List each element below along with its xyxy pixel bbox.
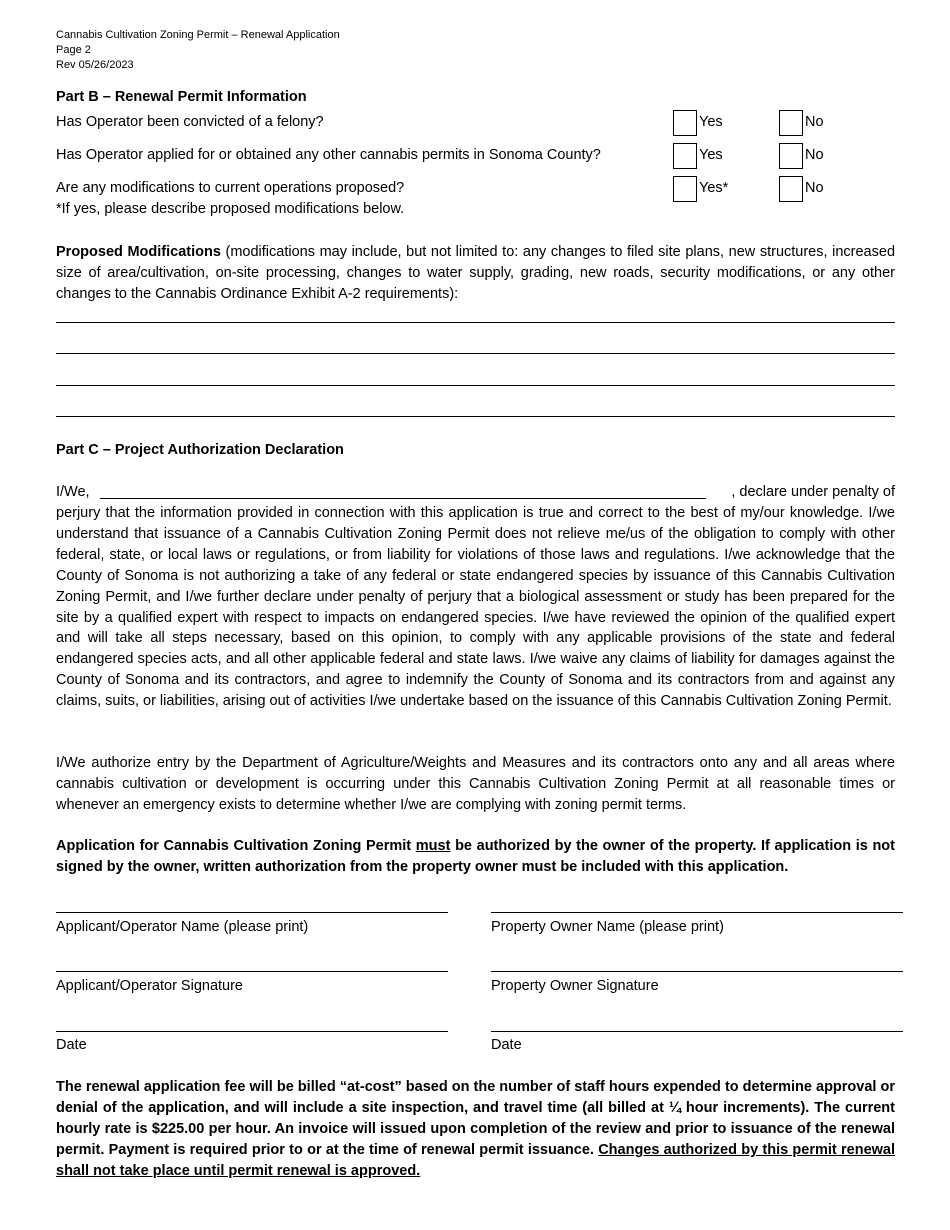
modifications-footnote: *If yes, please describe proposed modifications below. <box>56 201 405 217</box>
owner-date-label: Date <box>491 1037 522 1053</box>
felony-no-checkbox[interactable] <box>779 110 803 136</box>
page-number: Page 2 <box>56 44 91 56</box>
proposed-modifications-instructions <box>56 242 895 305</box>
owner-signature-line[interactable] <box>491 971 903 972</box>
document-title: Cannabis Cultivation Zoning Permit – Renewal Application <box>56 29 340 41</box>
modifications-yes-label: Yes* <box>699 180 729 196</box>
other-permits-no-checkbox[interactable] <box>779 143 803 169</box>
other-permits-no-label: No <box>805 147 824 163</box>
proposed-modifications-label: Proposed Modifications <box>56 244 221 260</box>
modifications-no-checkbox[interactable] <box>779 176 803 202</box>
modifications-line-4[interactable] <box>56 416 895 417</box>
felony-no-label: No <box>805 114 824 130</box>
modifications-line-1[interactable] <box>56 322 895 323</box>
applicant-signature-line[interactable] <box>56 971 448 972</box>
question-felony: Has Operator been convicted of a felony? <box>56 114 324 130</box>
question-modifications: Are any modifications to current operations proposed? <box>56 180 405 196</box>
owner-notice-post: be authorized by the owner of the property. If application is not signed by the owner, written authorization from the property owner must be included with this application. <box>56 838 895 875</box>
modifications-line-2[interactable] <box>56 353 895 354</box>
modifications-line-3[interactable] <box>56 385 895 386</box>
felony-yes-checkbox[interactable] <box>673 110 697 136</box>
part-c-heading: Part C – Project Authorization Declaration <box>56 442 344 458</box>
owner-authorization-notice <box>56 836 895 878</box>
modifications-yes-checkbox[interactable] <box>673 176 697 202</box>
part-b-heading: Part B – Renewal Permit Information <box>56 89 307 105</box>
fee-notice-text: The renewal application fee will be billed “at-cost” based on the number of staff hours expended to determine approval or denial of the application, and will include a site inspection, and travel time (all billed at ¼ hour increments). The current hourly rate is $225.00 per hour. An invoice will issued upon completion of the review and prior to issuance of the renewal permit. Payment is required prior to or at the time of renewal permit issuance. <box>56 1079 895 1158</box>
modifications-no-label: No <box>805 180 824 196</box>
proposed-modifications-text: (modifications may include, but not limited to: any changes to filed site plans, new structures, increased size of area/cultivation, on-site processing, changes to water supply, grading, new roads, security modifications, or any other changes to the Cannabis Ordinance Exhibit A-2 requirements): <box>56 244 896 302</box>
felony-yes-label: Yes <box>699 114 723 130</box>
declaration-text: perjury that the information provided in connection with this application is true and correct to the best of my/our knowledge. I/we understand that issuance of a Cannabis Cultivation Zoning Permit does not relieve me/us of the obligation to comply with other federal, state, or local laws or regulations, or from liability for violations of those laws and regulations. I/we acknowledge that the County of Sonoma is not authorizing a take of any federal or state endangered species by issuance of this Cannabis Cultivation Zoning Permit, and I/we further declare under penalty of perjury that a biological assessment or study has been prepared for the site by a qualified expert with respect to impacts on endangered species. I/we have reviewed the opinion of the qualified expert and will take all steps necessary, based on this opinion, to comply with any applicable provisions of the state and federal endangered species acts, and all other applicable federal and state laws. I/we waive any claims of liability for damages against the County of Sonoma and its contractors, and agree to indemnify the County of Sonoma and its contractors from and against any claims, suits, or liabilities, arising out of activities I/we undertake based on the issuance of this Cannabis Cultivation Zoning Permit. <box>56 505 895 710</box>
applicant-date-label: Date <box>56 1037 87 1053</box>
question-other-permits: Has Operator applied for or obtained any other cannabis permits in Sonoma County? <box>56 147 601 163</box>
applicant-signature-label: Applicant/Operator Signature <box>56 978 243 994</box>
owner-name-line[interactable] <box>491 912 903 913</box>
fee-notice <box>56 1077 895 1182</box>
other-permits-yes-label: Yes <box>699 147 723 163</box>
declarant-name-line[interactable] <box>100 498 706 499</box>
fee-notice-underlined: Changes authorized by this permit renewal shall not take place until permit renewal is approved. <box>56 1141 896 1179</box>
applicant-name-label: Applicant/Operator Name (please print) <box>56 919 309 935</box>
other-permits-yes-checkbox[interactable] <box>673 143 697 169</box>
owner-notice-must: must <box>415 838 451 854</box>
owner-date-line[interactable] <box>491 1031 903 1032</box>
owner-name-label: Property Owner Name (please print) <box>491 919 724 935</box>
owner-notice-pre: Application for Cannabis Cultivation Zoning Permit <box>56 838 416 854</box>
applicant-name-line[interactable] <box>56 912 448 913</box>
owner-signature-label: Property Owner Signature <box>491 978 659 994</box>
revision-date: Rev 05/26/2023 <box>56 59 134 71</box>
entry-authorization-text: I/We authorize entry by the Department of Agriculture/Weights and Measures and its contractors onto any and all areas where cannabis cultivation or development is occurring under this Cannabis Cultivation Zoning Permit at all reasonable times or whenever an emergency exists to determine whether I/we are complying with zoning permit terms. <box>56 755 895 813</box>
declare-tail: , declare under penalty of <box>731 484 895 500</box>
iwe-label: I/We, <box>56 484 90 500</box>
applicant-date-line[interactable] <box>56 1031 448 1032</box>
